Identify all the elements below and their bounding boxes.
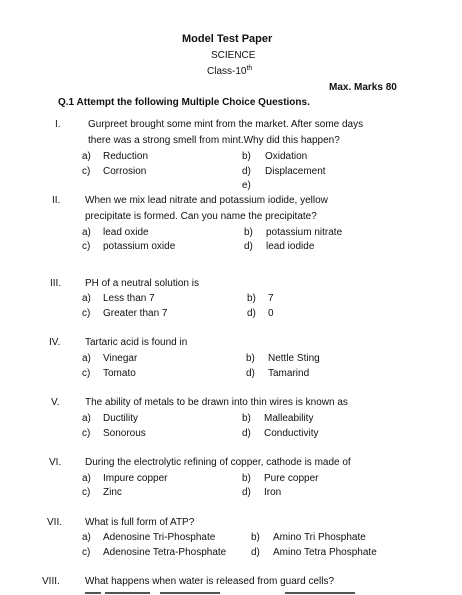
question-text: precipitate is formed. Can you name the precipitate? <box>85 211 317 222</box>
option-text: Pure copper <box>264 473 319 484</box>
option-label: a) <box>82 293 91 304</box>
option-text: Malleability <box>264 413 314 424</box>
option-text: Amino Tri Phosphate <box>273 532 366 543</box>
option-text: Adenosine Tetra-Phosphate <box>103 547 227 558</box>
question-number: V. <box>51 397 60 408</box>
option-text: Conductivity <box>264 428 319 439</box>
option-label: d) <box>244 241 253 252</box>
question-number: IV. <box>49 337 61 348</box>
max-marks: Max. Marks 80 <box>329 82 397 93</box>
option-label: c) <box>82 487 91 498</box>
question-number: I. <box>55 119 61 130</box>
option-text: Vinegar <box>103 353 138 364</box>
option-text: Oxidation <box>265 151 308 162</box>
option-label: a) <box>82 227 91 238</box>
option-label: d) <box>251 547 260 558</box>
option-text: potassium nitrate <box>266 227 343 238</box>
option-label: c) <box>82 547 91 558</box>
question-number: VII. <box>47 517 63 528</box>
option-label: c) <box>82 428 91 439</box>
option-text: lead iodide <box>266 241 315 252</box>
question-text: PH of a neutral solution is <box>85 278 199 289</box>
section-heading: Q.1 Attempt the following Multiple Choice Questions. <box>58 97 310 108</box>
paper-title: Model Test Paper <box>182 33 273 45</box>
option-label: b) <box>247 293 256 304</box>
option-label: b) <box>242 413 251 424</box>
option-text: Displacement <box>265 166 326 177</box>
option-label: d) <box>242 487 251 498</box>
question-text: What happens when water is released from guard cells? <box>85 576 335 587</box>
cutoff-text-fragment <box>160 592 220 594</box>
option-label: d) <box>242 166 251 177</box>
question-number: III. <box>50 278 62 289</box>
option-label: a) <box>82 532 91 543</box>
option-text: Tamarind <box>268 368 310 379</box>
option-text: Ductility <box>103 413 139 424</box>
option-label: d) <box>242 428 251 439</box>
option-label: d) <box>247 308 256 319</box>
option-text: Nettle Sting <box>268 353 320 364</box>
option-text: Adenosine Tri-Phosphate <box>103 532 216 543</box>
option-text: Impure copper <box>103 473 168 484</box>
option-label: e) <box>242 180 251 191</box>
option-label: a) <box>82 151 91 162</box>
option-label: c) <box>82 308 91 319</box>
option-label: b) <box>244 227 253 238</box>
question-text: What is full form of ATP? <box>85 517 195 528</box>
option-text: Zinc <box>103 487 122 498</box>
question-number: VIII. <box>42 576 60 587</box>
cutoff-text-fragment <box>105 592 150 594</box>
option-text: Less than 7 <box>103 293 155 304</box>
class-label: Class-10th <box>207 65 253 77</box>
option-label: c) <box>82 166 91 177</box>
question-number: II. <box>52 195 61 206</box>
cutoff-text-fragment <box>85 592 101 594</box>
option-label: b) <box>251 532 260 543</box>
subject-label: SCIENCE <box>211 50 256 61</box>
question-text: When we mix lead nitrate and potassium iodide, yellow <box>85 195 328 206</box>
option-text: Corrosion <box>103 166 147 177</box>
question-number: VI. <box>49 457 62 468</box>
option-label: a) <box>82 353 91 364</box>
question-text: During the electrolytic refining of copper, cathode is made of <box>85 457 351 468</box>
option-text: Amino Tetra Phosphate <box>273 547 377 558</box>
option-text: Sonorous <box>103 428 146 439</box>
option-label: c) <box>82 241 91 252</box>
option-label: b) <box>242 473 251 484</box>
option-text: Greater than 7 <box>103 308 168 319</box>
option-text: Tomato <box>103 368 136 379</box>
question-text: Gurpreet brought some mint from the market. After some days <box>88 119 364 130</box>
option-label: c) <box>82 368 91 379</box>
option-label: d) <box>246 368 255 379</box>
option-label: b) <box>242 151 251 162</box>
option-text: Iron <box>264 487 282 498</box>
option-label: b) <box>246 353 255 364</box>
question-text: there was a strong smell from mint.Why did this happen? <box>88 135 340 146</box>
option-text: Reduction <box>103 151 149 162</box>
option-text: 7 <box>268 293 274 304</box>
option-text: lead oxide <box>103 227 149 238</box>
cutoff-text-fragment <box>285 592 355 594</box>
option-label: a) <box>82 473 91 484</box>
question-text: The ability of metals to be drawn into thin wires is known as <box>85 397 348 408</box>
option-label: a) <box>82 413 91 424</box>
option-text: 0 <box>268 308 274 319</box>
question-text: Tartaric acid is found in <box>85 337 188 348</box>
option-text: potassium oxide <box>103 241 176 252</box>
